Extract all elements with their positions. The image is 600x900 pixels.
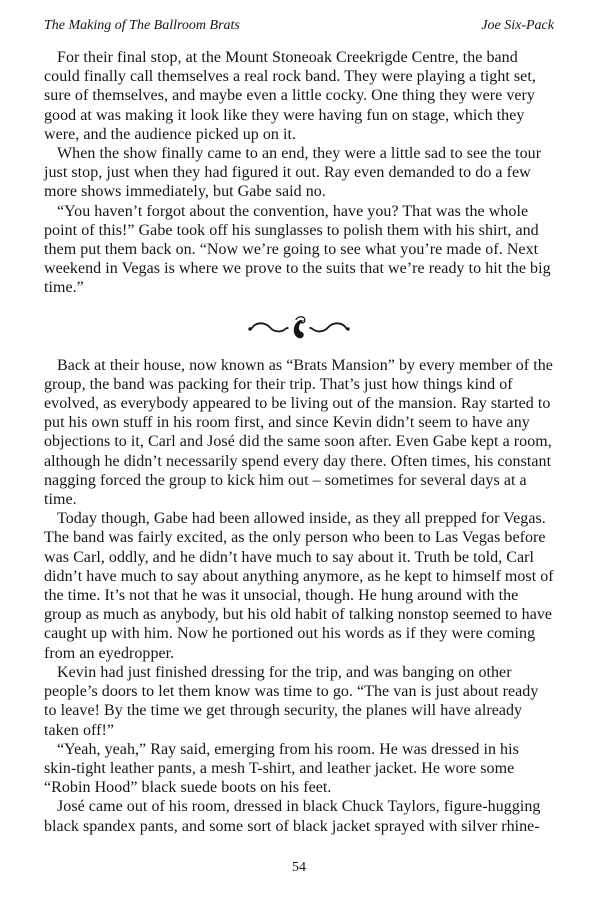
running-header-author: Joe Six-Pack [481,18,554,33]
paragraph: “You haven’t forgot about the convention, have you? That was the whole point of this!” Gabe took off his sunglasses to polish them with his shirt, and them put them back on. “Now we’re going to see what you’re made of. Next weekend in Vegas is where we prove to the suits that we’re ready to hit the big time.” [44,202,551,297]
running-header-title: The Making of The Ballroom Brats [44,18,240,33]
running-header [44,18,554,34]
paragraph: “Yeah, yeah,” Ray said, emerging from his room. He was dressed in his skin-tight leather pants, a mesh T-shirt, and leather jacket. He wore some “Robin Hood” black suede boots on his feet. [44,740,519,797]
fleuron-divider-icon [244,312,354,342]
section-break [44,312,554,342]
page-footer [44,860,554,876]
paragraph: Back at their house, now known as “Brats Mansion” by every member of the group, the band was packing for their trip. That’s just how things kind of evolved, as everybody appeared to be living out of the mansion. Ray started to put his own stuff in his room first, and since Kevin didn’t seem to have any objections to it, Carl and José did the same soon after. Even Gabe kept a room, although he didn’t necessarily spend every day there. Often times, his constant nagging forced the group to kick him out – sometimes for several days at a time. [44,356,553,509]
paragraph: Kevin had just finished dressing for the trip, and was banging on other people’s doors to let them know was time to go. “The van is just about ready to leave! By the time we get through security, the planes will have already taken off!” [44,663,539,739]
page-number: 54 [292,860,306,875]
paragraph: José came out of his room, dressed in black Chuck Taylors, figure-hugging black spandex pants, and some sort of black jacket sprayed with silver rhine- [44,798,541,835]
paragraph: For their final stop, at the Mount Stoneoak Creekrigde Centre, the band could finally call themselves a real rock band. They were playing a tight set, sure of themselves, and maybe even a little cocky. One thing they were very good at was making it look like they were having fun on stage, which they were, and the audience picked up on it. [44,49,536,143]
paragraph: Today though, Gabe had been allowed inside, as they all prepped for Vegas. The band was fairly excited, as the only person who been to Las Vegas before was Carl, oddly, and he didn’t have much to say about it. Truth be told, Carl didn’t have much to say about anything anymore, as he kept to himself most of the time. It’s not that he was it unsocial, though. He hung around with the group as much as anybody, but his old habit of talking nonstop seemed to have caught up with him. Now he portioned out his words as if they were coming from an eyedropper. [44,510,554,662]
page-body-text [44,48,554,836]
paragraph: When the show finally came to an end, they were a little sad to see the tour just stop, just when they had figured it out. Ray even demanded to do a few more shows immediately, but Gabe said no. [44,145,542,201]
